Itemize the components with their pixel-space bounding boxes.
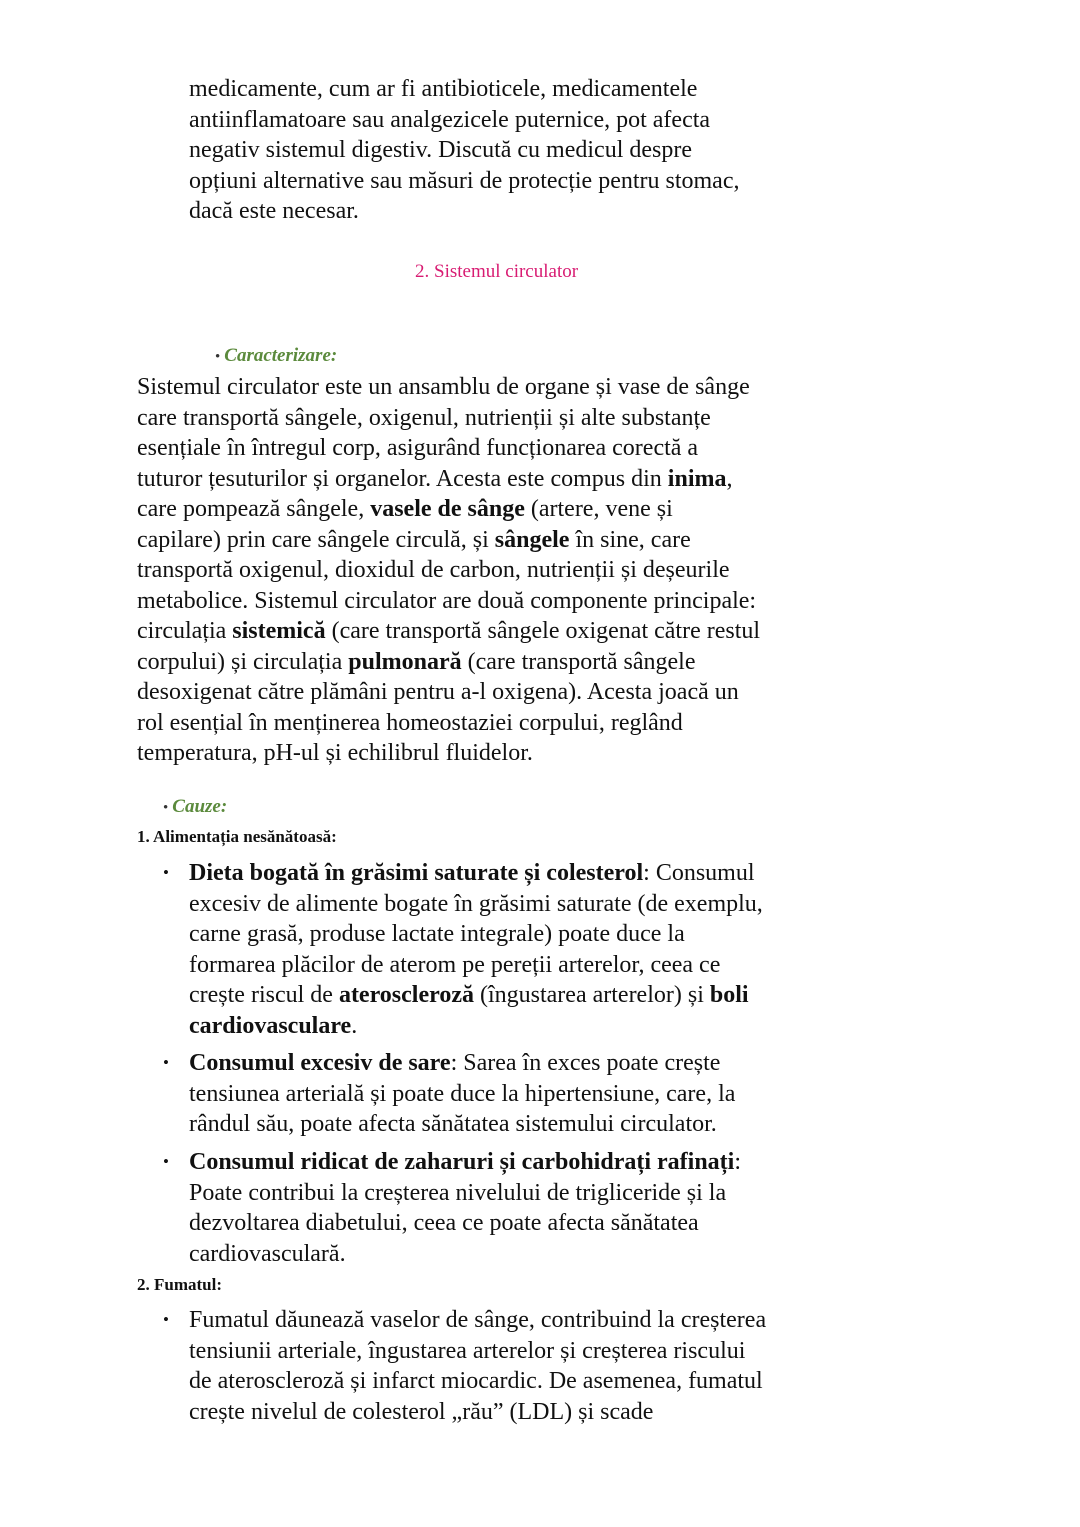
characterization-paragraph: [137, 372, 760, 769]
text-line: [137, 647, 760, 678]
cause-1-bullet: [163, 1147, 741, 1269]
text: tuturor țesuturilor și organelor. Acesta este compus din: [137, 465, 668, 492]
text-line: [163, 1147, 741, 1178]
text: dacă este necesar.: [189, 198, 359, 224]
bold-text: Consumul excesiv de sare: [189, 1050, 451, 1076]
text: corpului) și circulația: [137, 648, 349, 675]
text-line: [137, 494, 760, 525]
text: tensiunea arterială și poate duce la hipertensiune, care, la: [189, 1080, 736, 1107]
text: tensiunii arteriale, îngustarea arterelor și creșterea riscului: [189, 1337, 746, 1364]
text-line: [189, 105, 740, 136]
text: formarea plăcilor de aterom pe pereții arterelor, ceea ce: [189, 951, 721, 978]
bold-text: inima: [667, 465, 727, 492]
cause-2-title: 2. Fumatul:: [137, 1275, 222, 1294]
text-line: [189, 166, 740, 197]
text: crește riscul de: [189, 982, 339, 1008]
text: Fumatul dăunează vaselor de sânge, contribuind la creșterea: [189, 1307, 767, 1333]
text-line: [163, 1079, 735, 1110]
bullet-icon: •: [163, 1152, 169, 1171]
bullet-icon: •: [163, 800, 169, 816]
text-line: [189, 74, 740, 105]
text-line: [137, 372, 760, 403]
causes-label-text: Cauze:: [172, 796, 228, 817]
text: desoxigenat către plămâni pentru a-l oxigena). Acesta joacă un: [137, 679, 739, 705]
text-line: [137, 555, 760, 586]
text: circulația: [137, 618, 233, 644]
text-line: [137, 738, 760, 769]
bold-text: vasele de sânge: [370, 496, 525, 522]
text: medicamente, cum ar fi antibioticele, medicamentele: [189, 76, 698, 102]
text: în sine, care: [569, 526, 691, 553]
text: metabolice. Sistemul circulator are două componente principale:: [137, 587, 757, 614]
section-heading: 2. Sistemul circulator: [415, 261, 579, 282]
text: opțiuni alternative sau măsuri de protecție pentru stomac,: [189, 167, 740, 194]
bold-text: sângele: [494, 526, 570, 553]
text-line: [163, 1109, 735, 1140]
text: temperatura, pH-ul și echilibrul fluidelor.: [137, 740, 533, 766]
bold-text: cardiovasculare: [189, 1012, 352, 1039]
text: excesiv de alimente bogate în grăsimi saturate (de exemplu,: [189, 890, 763, 917]
text-line: [189, 135, 740, 166]
text: ,: [726, 465, 733, 492]
text-line: [163, 1239, 741, 1270]
text: Poate contribui la creșterea nivelului de trigliceride și la: [189, 1179, 727, 1206]
text-line: [189, 196, 740, 227]
text-line: [163, 1305, 766, 1336]
text: :: [734, 1149, 742, 1175]
text: capilare) prin care sângele circulă, și: [137, 526, 495, 553]
causes-label: [163, 796, 227, 818]
text: dezvoltarea diabetului, ceea ce poate afecta sănătatea: [189, 1210, 699, 1236]
text-line: [163, 1336, 766, 1367]
intro-paragraph: [189, 74, 740, 227]
text: rol esențial în menținerea homeostaziei corpului, reglând: [137, 709, 683, 736]
bold-text: Dieta bogată în grăsimi saturate și colesterol: [189, 860, 644, 886]
text-line: [137, 677, 760, 708]
text-line: [137, 586, 760, 617]
bold-text: boli: [709, 982, 749, 1008]
bold-text: Consumul ridicat de zaharuri și carbohidrați rafinați: [189, 1149, 735, 1175]
text: crește nivelul de colesterol „rău” (LDL) și scade: [189, 1398, 654, 1425]
text: care pompează sângele,: [137, 496, 371, 522]
text: esențiale în întregul corp, asigurând funcționarea corectă a: [137, 435, 699, 461]
text: rândul său, poate afecta sănătatea sistemului circulator.: [189, 1111, 717, 1137]
text-line: [163, 1048, 735, 1079]
bold-text: pulmonară: [348, 648, 462, 675]
text-line: [163, 1397, 766, 1428]
text: .: [351, 1012, 358, 1039]
text-line: [163, 950, 763, 981]
text-line: [163, 1208, 741, 1239]
text-line: [163, 889, 763, 920]
text-line: [163, 858, 763, 889]
text: : Sarea în exces poate crește: [450, 1050, 721, 1076]
text: negativ sistemul digestiv. Discută cu medicul despre: [189, 137, 692, 163]
text: (artere, vene și: [524, 496, 673, 522]
cause-1-bullet: [163, 1048, 735, 1140]
text-line: [137, 433, 760, 464]
cause-2-bullet: [163, 1305, 766, 1427]
text-line: [137, 403, 760, 434]
text: carne grasă, produse lactate integrale) poate duce la: [189, 921, 685, 947]
text-line: [137, 708, 760, 739]
bold-text: ateroscleroză: [338, 982, 474, 1008]
bullet-icon: •: [163, 1053, 169, 1072]
cause-1-bullet: [163, 858, 763, 1041]
text-line: [163, 1011, 763, 1042]
bullet-icon: •: [163, 863, 169, 882]
text-line: [137, 464, 760, 495]
characterization-label-text: Caracterizare:: [224, 345, 338, 366]
text: de ateroscleroză și infarct miocardic. De asemenea, fumatul: [189, 1368, 763, 1394]
text-line: [137, 616, 760, 647]
text: Sistemul circulator este un ansamblu de organe și vase de sânge: [137, 374, 750, 400]
cause-1-title: 1. Alimentația nesănătoasă:: [137, 827, 337, 846]
text-line: [163, 980, 763, 1011]
text-line: [163, 1178, 741, 1209]
text: care transportă sângele, oxigenul, nutrienții și alte substanțe: [137, 404, 711, 431]
bullet-icon: •: [215, 349, 221, 365]
text: : Consumul: [643, 860, 755, 886]
bullet-icon: •: [163, 1310, 169, 1329]
bold-text: sistemică: [232, 618, 326, 644]
text: cardiovasculară.: [189, 1240, 346, 1267]
text: (îngustarea arterelor) și: [473, 982, 710, 1008]
text: (care transportă sângele oxigenat către restul: [325, 618, 761, 644]
characterization-label: [215, 345, 337, 367]
text: transportă oxigenul, dioxidul de carbon, nutrienții și deșeurile: [137, 557, 730, 583]
text: (care transportă sângele: [461, 648, 696, 675]
text-line: [137, 525, 760, 556]
text-line: [163, 919, 763, 950]
text: antiinflamatoare sau analgezicele puternice, pot afecta: [189, 106, 711, 133]
text-line: [163, 1366, 766, 1397]
